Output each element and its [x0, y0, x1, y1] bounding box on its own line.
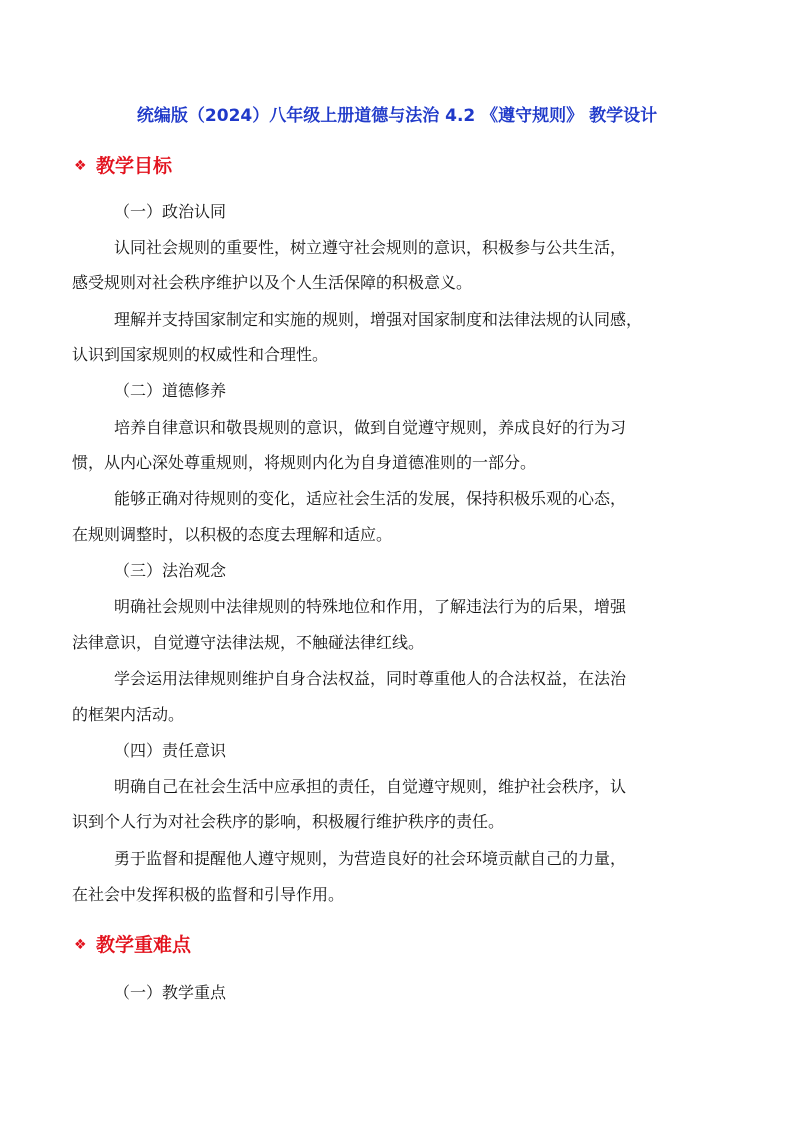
paragraph-line: 认同社会规则的重要性，树立遵守社会规则的意识，积极参与公共生活， — [114, 238, 627, 257]
section-heading-text: 教学目标 — [96, 155, 173, 177]
diamond-bullet-icon: ❖ — [74, 937, 87, 953]
paragraph-line: 能够正确对待规则的变化，适应社会生活的发展，保持积极乐观的心态， — [114, 489, 627, 508]
section-heading-key-difficult-points — [74, 931, 191, 959]
subsection-label: （四）责任意识 — [114, 741, 227, 760]
paragraph-line: 学会运用法律规则维护自身合法权益，同时尊重他人的合法权益，在法治 — [114, 669, 627, 688]
subsection-label: （一）政治认同 — [114, 202, 227, 221]
document-title: 统编版（2024）八年级上册道德与法治 4.2 《遵守规则》 教学设计 — [136, 106, 658, 126]
section-heading-text: 教学重难点 — [96, 934, 192, 956]
paragraph-line: 明确自己在社会生活中应承担的责任，自觉遵守规则，维护社会秩序，认 — [114, 777, 627, 796]
paragraph-line: 培养自律意识和敬畏规则的意识，做到自觉遵守规则，养成良好的行为习 — [114, 418, 627, 437]
subsection-label: （三）法治观念 — [114, 561, 227, 580]
paragraph-line: 明确社会规则中法律规则的特殊地位和作用，了解违法行为的后果，增强 — [114, 597, 627, 616]
paragraph-line: 在规则调整时，以积极的态度去理解和适应。 — [72, 525, 393, 544]
paragraph-line: 勇于监督和提醒他人遵守规则，为营造良好的社会环境贡献自己的力量， — [114, 849, 627, 868]
paragraph-line: 认识到国家规则的权威性和合理性。 — [72, 345, 329, 364]
paragraph-line: 在社会中发挥积极的监督和引导作用。 — [72, 885, 345, 904]
paragraph-line: 法律意识，自觉遵守法律法规，不触碰法律红线。 — [72, 633, 425, 652]
paragraph-line: 的框架内活动。 — [72, 705, 185, 724]
diamond-bullet-icon: ❖ — [74, 158, 87, 174]
paragraph-line: 理解并支持国家制定和实施的规则，增强对国家制度和法律法规的认同感， — [114, 310, 643, 329]
paragraph-line: 感受规则对社会秩序维护以及个人生活保障的积极意义。 — [72, 273, 473, 292]
subsection-label: （一）教学重点 — [114, 983, 227, 1002]
paragraph-line: 惯，从内心深处尊重规则，将规则内化为自身道德准则的一部分。 — [72, 453, 537, 472]
section-heading-objectives — [74, 152, 172, 180]
subsection-label: （二）道德修养 — [114, 381, 227, 400]
paragraph-line: 识到个人行为对社会秩序的影响，积极履行维护秩序的责任。 — [72, 812, 505, 831]
